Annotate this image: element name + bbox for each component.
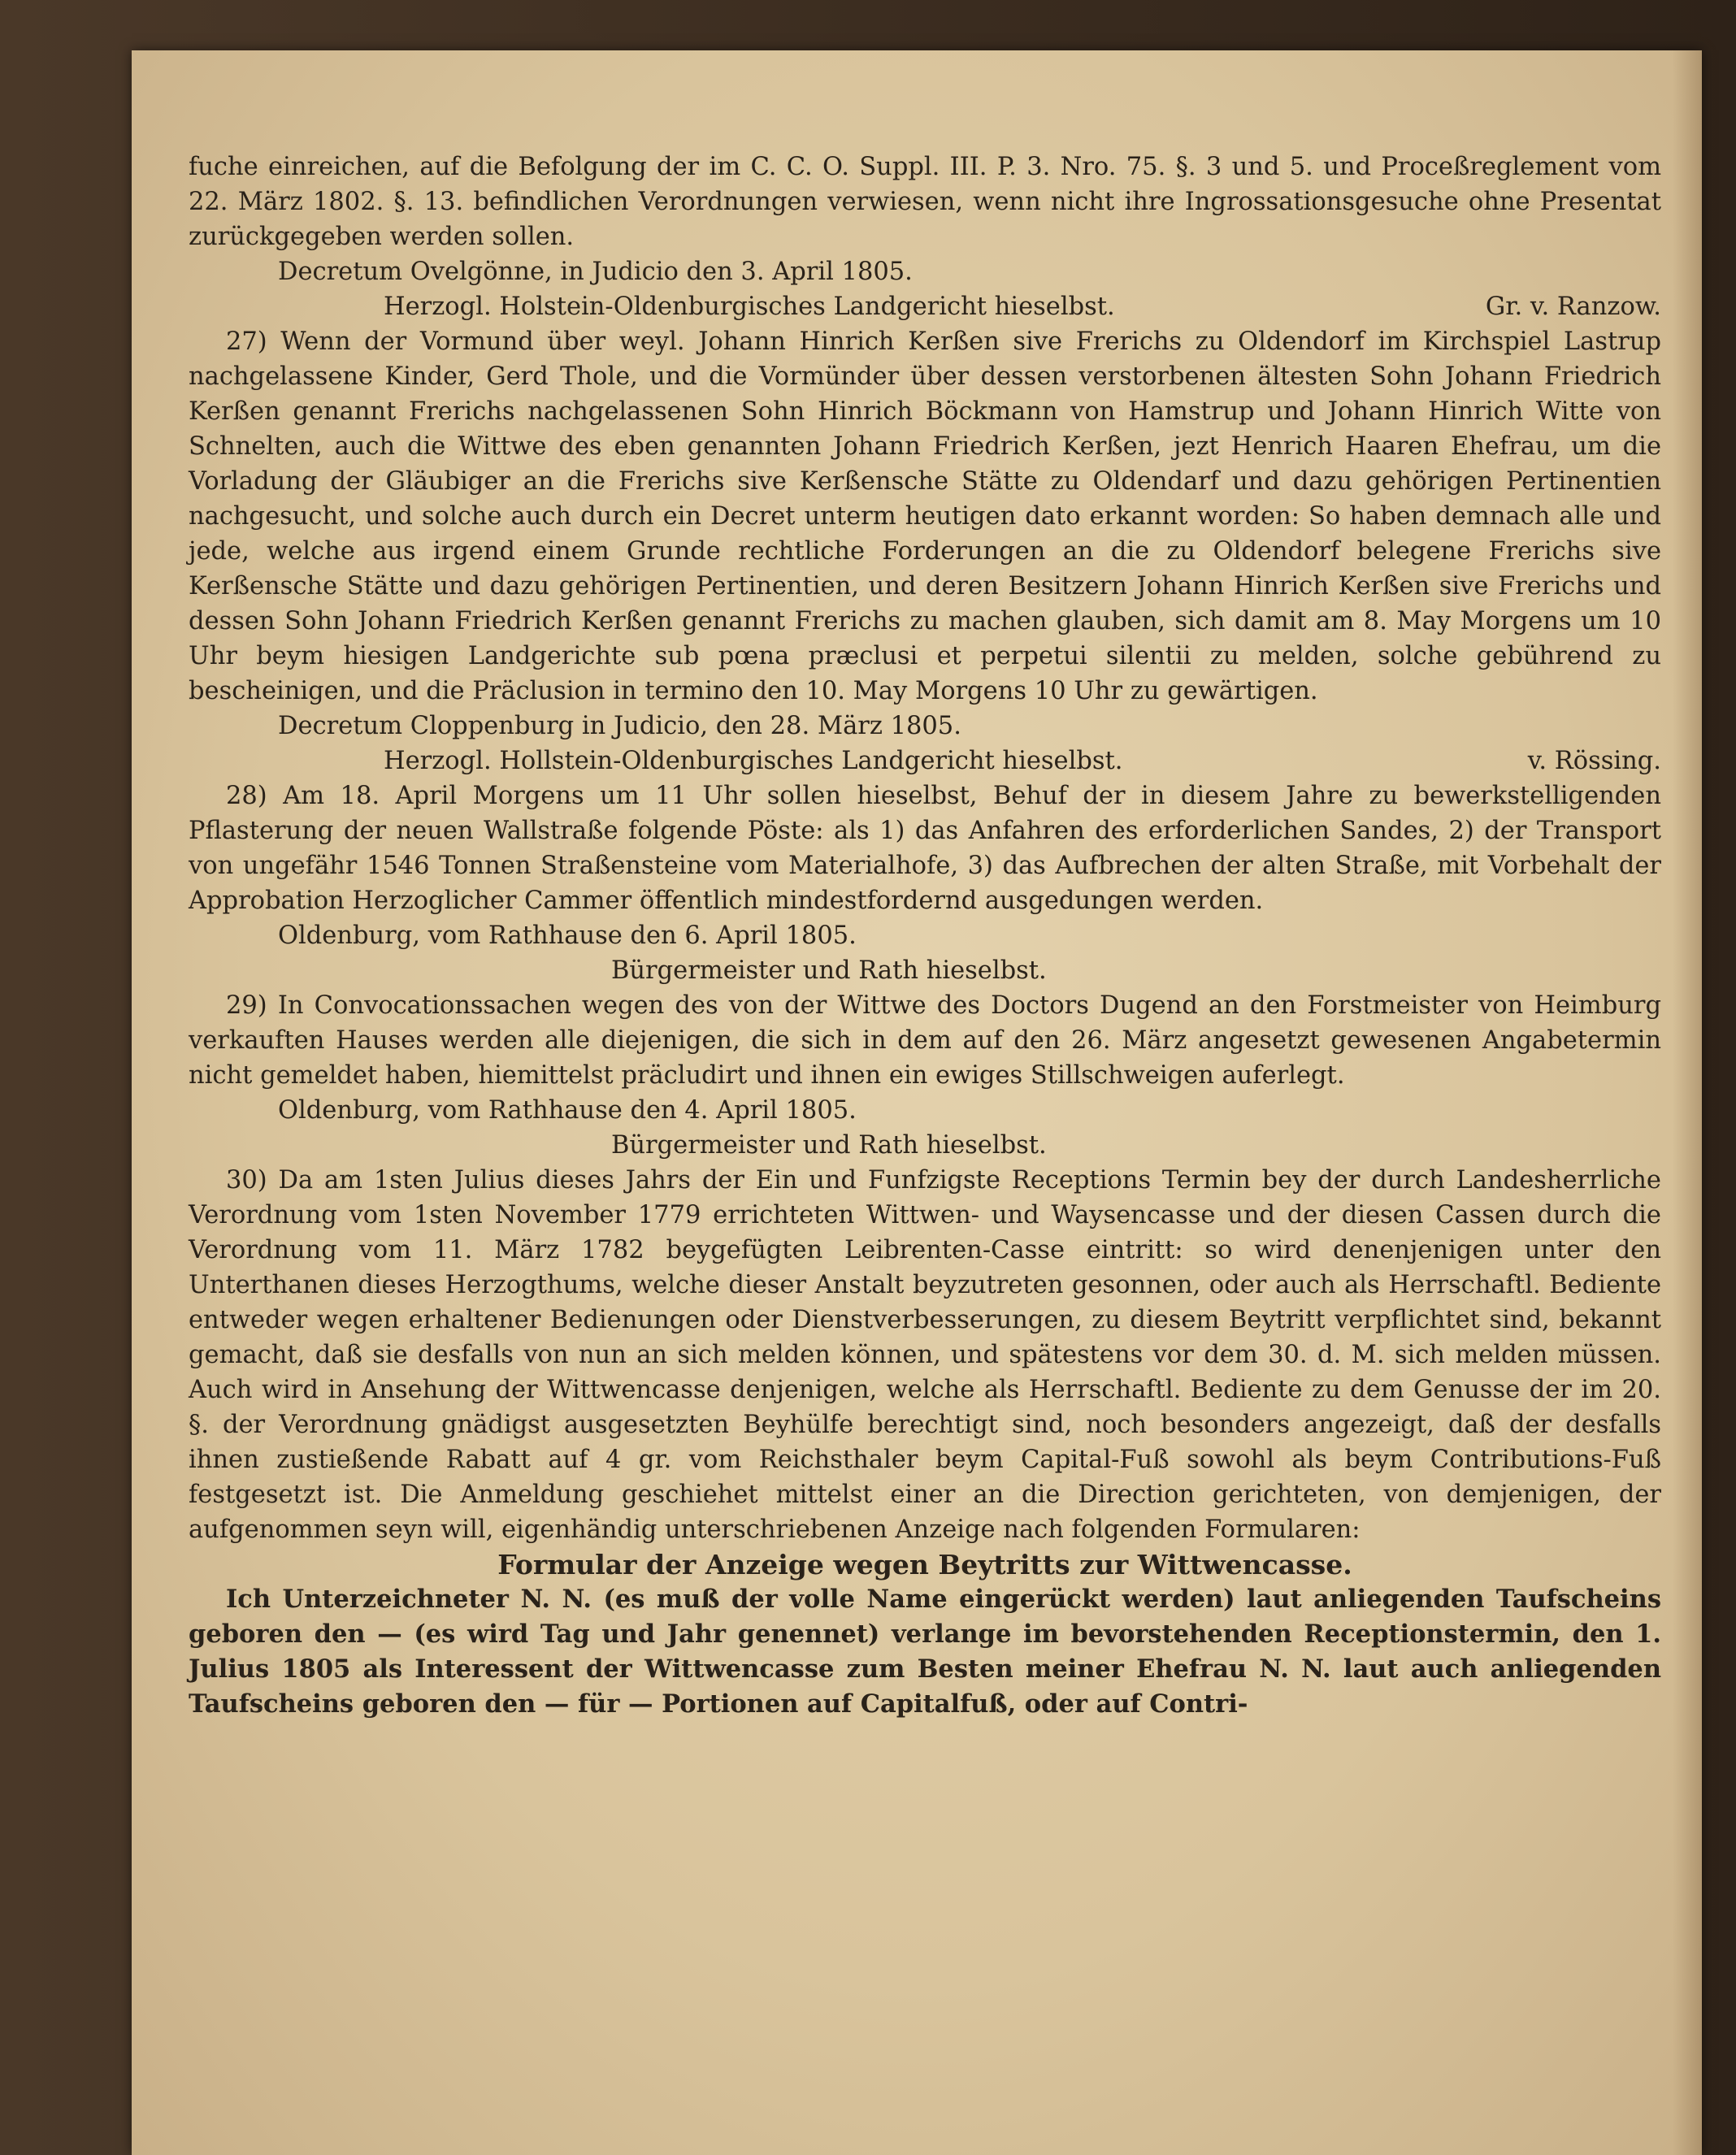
- notice-entry: 30) Da am 1sten Julius dieses Jahrs der Ein und Funfzigste Receptions Termin bey der durch Landesherrliche Verordnung vom 1sten November 1779 errichteten Wittwen- und Waysencasse und der diesen Cassen durch die Verordnung vom 11. März 1782 beygefügten Leibrenten-Casse eintritt: so wird denenjenigen unter den Unterthanen dieses Herzogthums, welche dieser Anstalt beyzutreten gesonnen, oder auch als Herrschaftl. Bediente entweder wegen erhaltener Bedienungen oder Dienstverbesserungen, zu diesem Beytritt verpflichtet sind, bekannt gemacht, daß sie desfalls von nun an sich melden können, und spätestens vor dem 30. d. M. sich melden müssen. Auch wird in Ansehung der Wittwencasse denjenigen, welche als Herrschaftl. Bediente zu dem Genusse der im 20. §. der Verordnung gnädigst ausgesetzten Beyhülfe berechtigt sind, noch besonders angezeigt, daß der desfalls ihnen zustießende Rabatt auf 4 gr. vom Reichsthaler beym Capital-Fuß sowohl als beym Contributions-Fuß festgesetzt ist. Die Anmeldung geschiehet mittelst einer an die Direction gerichteten, von demjenigen, der aufgenommen seyn will, eigenhändig unterschriebenen Anzeige nach folgenden Formularen:: [189, 1166, 1661, 1544]
- signature-authority: Herzogl. Holstein-Oldenburgisches Landgericht hieselbst.: [384, 293, 1115, 321]
- notice-entry: 28) Am 18. April Morgens um 11 Uhr sollen hieselbst, Behuf der in diesem Jahre zu bewerkstelligenden Pflasterung der neuen Wallstraße folgende Pöste: als 1) das Anfahren des erforderlichen Sandes, 2) der Transport von ungefähr 1546 Tonnen Straßensteine vom Materialhofe, 3) das Aufbrechen der alten Straße, mit Vorbehalt der Approbation Herzoglicher Cammer öffentlich mindestfordernd ausgedungen werden.: [189, 782, 1661, 915]
- signature-name: v. Rössing.: [1527, 747, 1661, 775]
- signature-line: [189, 744, 1661, 778]
- form-heading: Formular der Anzeige wegen Beytritts zur Wittwencasse.: [497, 1549, 1352, 1580]
- signature-line: Bürgermeister und Rath hieselbst.: [611, 956, 1047, 985]
- continued-paragraph: fuche einreichen, auf die Befolgung der im C. C. O. Suppl. III. P. 3. Nro. 75. §. 3 und 5. und Proceßreglement vom 22. März 1802. §. 13. befindlichen Verordnungen verwiesen, wenn nicht ihre Ingrossationsgesuche ohne Presentat zurückgegeben werden sollen.: [189, 153, 1661, 251]
- form-text: Ich Unterzeichneter N. N. (es muß der volle Name eingerückt werden) laut anliegenden Taufscheins geboren den — (es wird Tag und Jahr genennet) verlange im bevorstehenden Receptionstermin, den 1. Julius 1805 als Interessent der Wittwencasse zum Besten meiner Ehefrau N. N. laut auch anliegenden Taufscheins geboren den — für — Portionen auf Capitalfuß, oder auf Contri-: [189, 1585, 1661, 1719]
- dateline: Oldenburg, vom Rathhause den 4. April 1805.: [278, 1096, 857, 1125]
- page-edge-shadow: [1673, 50, 1702, 2155]
- dateline: Decretum Ovelgönne, in Judicio den 3. April 1805.: [278, 258, 913, 286]
- notice-entry: 29) In Convocationssachen wegen des von der Wittwe des Doctors Dugend an den Forstmeister von Heimburg verkauften Hauses werden alle diejenigen, die sich in dem auf den 26. März angesetzt gewesenen Angabetermin nicht gemeldet haben, hiemittelst präcludirt und ihnen ein ewiges Stillschweigen auferlegt.: [189, 991, 1661, 1090]
- notice-entry: 27) Wenn der Vormund über weyl. Johann Hinrich Kerßen sive Frerichs zu Oldendorf im Kirchspiel Lastrup nachgelassene Kinder, Gerd Thole, und die Vormünder über dessen verstorbenen ältesten Sohn Johann Friedrich Kerßen genannt Frerichs nachgelassenen Sohn Hinrich Böckmann von Hamstrup und Johann Hinrich Witte von Schnelten, auch die Wittwe des eben genannten Johann Friedrich Kerßen, jezt Henrich Haaren Ehefrau, um die Vorladung der Gläubiger an die Frerichs sive Kerßensche Stätte zu Oldendarf und dazu gehörigen Pertinentien nachgesucht, und solche auch durch ein Decret unterm heutigen dato erkannt worden: So haben demnach alle und jede, welche aus irgend einem Grunde rechtliche Forderungen an die zu Oldendorf belegene Frerichs sive Kerßensche Stätte und dazu gehörigen Pertinentien, und deren Besitzern Johann Hinrich Kerßen sive Frerichs und dessen Sohn Johann Friedrich Kerßen genannt Frerichs zu machen glauben, sich damit am 8. May Morgens um 10 Uhr beym hiesigen Landgerichte sub pœna præclusi et perpetui silentii zu melden, solche gebührend zu bescheinigen, und die Präclusion in termino den 10. May Morgens 10 Uhr zu gewärtigen.: [189, 327, 1661, 705]
- signature-line: [189, 289, 1661, 324]
- dateline: Oldenburg, vom Rathhause den 6. April 1805.: [278, 921, 857, 950]
- signature-authority: Herzogl. Hollstein-Oldenburgisches Landgericht hieselbst.: [384, 747, 1123, 775]
- signature-name: Gr. v. Ranzow.: [1485, 293, 1661, 321]
- dateline: Decretum Cloppenburg in Judicio, den 28. März 1805.: [278, 712, 961, 740]
- page-text: [189, 150, 1661, 1722]
- signature-line: Bürgermeister und Rath hieselbst.: [611, 1131, 1047, 1160]
